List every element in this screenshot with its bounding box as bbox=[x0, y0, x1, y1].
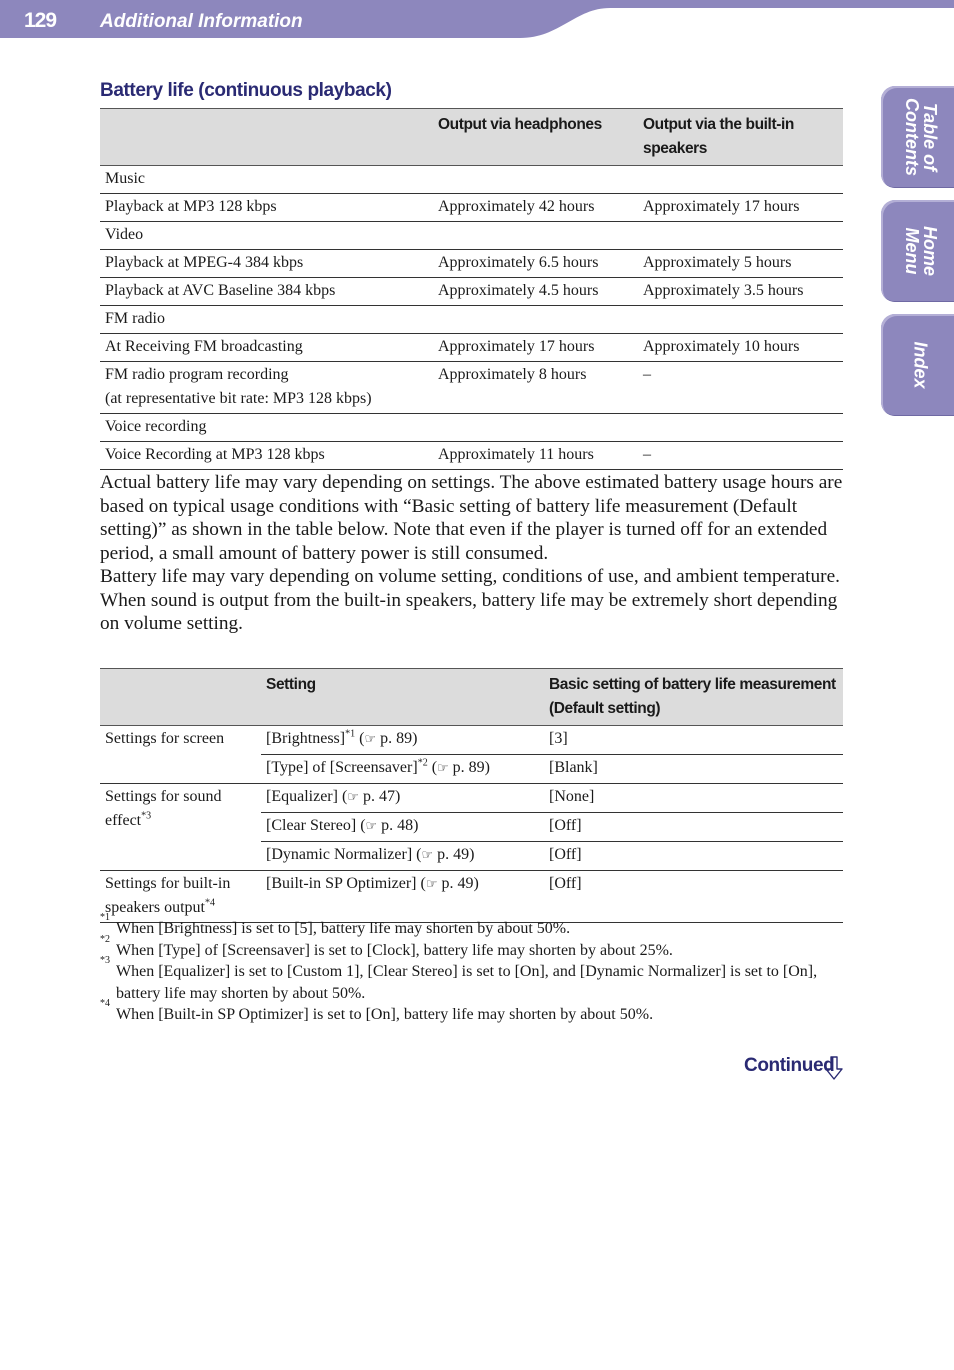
page-number: 129 bbox=[24, 9, 57, 32]
setting-cell: [Brightness]$^{*1}$ (☞ p. 89) bbox=[266, 728, 418, 747]
table-cell: Approximately 8 hours bbox=[438, 366, 587, 383]
footnotes bbox=[100, 912, 845, 1026]
table-row bbox=[100, 194, 843, 222]
group-label: Settings for sound effect$^{*3}$ bbox=[105, 788, 222, 829]
table-cell: Music bbox=[105, 170, 145, 187]
table-row bbox=[100, 362, 843, 414]
group-label: Settings for screen bbox=[105, 730, 225, 747]
group-label: Settings for built-in speakers output$^{*4}$ bbox=[105, 875, 231, 916]
setting-cell: [Clear Stereo] (☞ p. 48) bbox=[266, 817, 419, 834]
page-reference-icon: ☞ bbox=[365, 819, 378, 834]
value-cell: [Blank] bbox=[549, 759, 598, 776]
tab-index[interactable] bbox=[881, 314, 954, 416]
table-cell: Playback at AVC Baseline 384 kbps bbox=[105, 282, 336, 299]
setting-cell: [Type] of [Screensaver]$^{*2}$ (☞ p. 89) bbox=[266, 757, 490, 776]
setting-cell: [Dynamic Normalizer] (☞ p. 49) bbox=[266, 846, 475, 863]
battery-life-heading: Battery life (continuous playback) bbox=[100, 80, 392, 101]
table-row bbox=[100, 442, 843, 470]
paragraph: Battery life may vary depending on volume setting, conditions of use, and ambient temperature. bbox=[100, 566, 840, 587]
table-header-empty bbox=[100, 669, 261, 726]
table-cell: Approximately 17 hours bbox=[643, 198, 800, 215]
value-cell: [Off] bbox=[549, 846, 582, 863]
table-cell: Playback at MPEG-4 384 kbps bbox=[105, 254, 304, 271]
table-cell: Approximately 3.5 hours bbox=[643, 282, 804, 299]
tab-label-index: Index bbox=[910, 341, 931, 389]
table-cell: Approximately 42 hours bbox=[438, 198, 595, 215]
table-cell: Video bbox=[105, 226, 144, 243]
table-cell: FM radio bbox=[105, 310, 165, 327]
table-header-speakers: Output via the built-in speakers bbox=[638, 109, 843, 166]
table-row bbox=[100, 222, 843, 250]
table-cell: – bbox=[643, 446, 651, 463]
table-cell: Approximately 10 hours bbox=[643, 338, 800, 355]
page-reference-icon: ☞ bbox=[364, 732, 377, 747]
table-cell: – bbox=[643, 366, 651, 383]
paragraph: When sound is output from the built-in speakers, battery life may be extremely short depending on volume setting. bbox=[100, 589, 838, 634]
section-title: Additional Information bbox=[100, 11, 303, 32]
value-cell: [3] bbox=[549, 730, 568, 747]
table-row bbox=[100, 166, 843, 194]
settings-table bbox=[100, 668, 843, 923]
down-arrow-icon bbox=[824, 1056, 844, 1080]
setting-cell: [Equalizer] (☞ p. 47) bbox=[266, 788, 401, 805]
page-reference-icon: ☞ bbox=[347, 790, 359, 805]
table-header-default: Basic setting of battery life measurement (Default setting) bbox=[544, 669, 843, 726]
tab-label-contents: Table of Contents bbox=[902, 98, 940, 176]
table-cell: Approximately 6.5 hours bbox=[438, 254, 599, 271]
table-cell-note: (at representative bit rate: MP3 128 kbps) bbox=[105, 390, 372, 407]
table-cell: Approximately 5 hours bbox=[643, 254, 792, 271]
value-cell: [Off] bbox=[549, 875, 582, 892]
tab-home-menu[interactable] bbox=[881, 200, 954, 302]
table-row bbox=[100, 726, 843, 755]
table-cell: Approximately 11 hours bbox=[438, 446, 594, 463]
tab-table-of-contents[interactable] bbox=[881, 86, 954, 188]
table-cell bbox=[100, 362, 433, 414]
paragraph: Actual battery life may vary depending on settings. The above estimated battery usage hours are based on typical usage conditions with “Basic setting of battery life measurement (Default setting)” as shown in the table below. Note that even if the player is turned off for an extended period, a small amount of battery power is still consumed. bbox=[100, 472, 843, 564]
table-cell: Voice recording bbox=[105, 418, 207, 435]
table-header-setting: Setting bbox=[261, 669, 544, 726]
tab-label-home-menu: Home Menu bbox=[901, 225, 940, 277]
continued-link[interactable]: Continued bbox=[744, 1055, 835, 1076]
table-cell: Playback at MP3 128 kbps bbox=[105, 198, 277, 215]
table-header-headphones: Output via headphones bbox=[433, 109, 638, 166]
page-reference-icon: ☞ bbox=[437, 761, 449, 776]
table-row bbox=[100, 278, 843, 306]
footnote: *4 When [Built-in SP Optimizer] is set to [On], battery life may shorten by about 50%. bbox=[100, 998, 654, 1023]
footnote: *1 When [Brightness] is set to [5], battery life may shorten by about 50%. bbox=[100, 912, 571, 937]
page-reference-icon: ☞ bbox=[421, 848, 434, 863]
table-row bbox=[100, 306, 843, 334]
table-cell-text: FM radio program recording bbox=[105, 366, 289, 383]
table-row bbox=[100, 250, 843, 278]
footnote: *3 When [Equalizer] is set to [Custom 1], [Clear Stereo] is set to [On], and [Dynamic Normalizer] is set to [On], battery life may shorten by about 50%. bbox=[100, 955, 818, 1002]
page-reference-icon: ☞ bbox=[425, 877, 438, 892]
body-text bbox=[100, 471, 850, 636]
value-cell: [None] bbox=[549, 788, 595, 805]
header-bar bbox=[0, 0, 954, 40]
table-row bbox=[100, 784, 843, 813]
setting-cell: [Built-in SP Optimizer] (☞ p. 49) bbox=[266, 875, 479, 892]
table-row bbox=[100, 334, 843, 362]
table-cell: Approximately 17 hours bbox=[438, 338, 595, 355]
table-cell: At Receiving FM broadcasting bbox=[105, 338, 303, 355]
footnote: *2 When [Type] of [Screensaver] is set to [Clock], battery life may shorten by about 25%. bbox=[100, 933, 673, 959]
table-header-empty bbox=[100, 109, 433, 166]
table-cell: Approximately 4.5 hours bbox=[438, 282, 599, 299]
value-cell: [Off] bbox=[549, 817, 582, 834]
table-row bbox=[100, 414, 843, 442]
table-cell: Voice Recording at MP3 128 kbps bbox=[105, 446, 325, 463]
battery-life-table bbox=[100, 108, 843, 470]
table-row bbox=[100, 871, 843, 923]
